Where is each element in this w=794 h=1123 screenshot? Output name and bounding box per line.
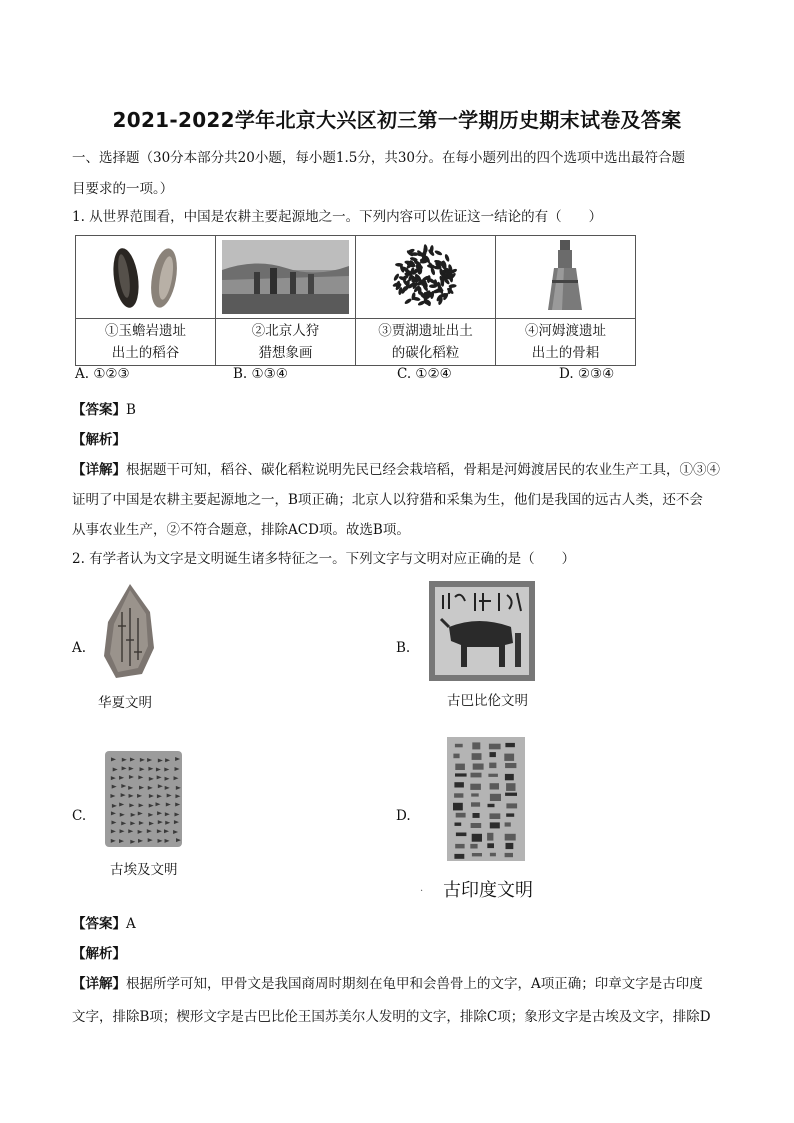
q1-caption-3-line2: 的碳化稻粒 [391,345,460,361]
q1-answer-value: B [126,402,136,418]
q1-cell-caption-3 [356,319,496,366]
q1-caption-1-line1: ①玉蟾岩遗址 [105,323,186,339]
q1-analysis-label [72,424,722,456]
q2-analysis-label [72,938,722,970]
q1-analysis-tag: 【解析】 [72,432,126,448]
q1-option-d: D. ②③④ [559,366,615,382]
rice-grain-photo-icon [76,236,215,318]
q1-cell-caption-1 [76,319,216,366]
q1-detail-tag: 【详解】 [72,462,126,478]
q2-option-d-letter: D. [396,808,411,824]
q1-cell-image-4 [496,236,636,319]
q1-detail-line1 [72,454,732,486]
hieroglyph-stele-photo-icon [447,737,525,861]
q2-detail-text1: 根据所学可知，甲骨文是我国商周时期刻在龟甲和会兽骨上的文字，A项正确；印章文字是古印度 [126,976,703,992]
q2-option-b-letter: B. [396,640,411,656]
q1-answer [72,394,722,426]
q1-option-c: C. ①②④ [397,366,452,382]
q1-cell-caption-4 [496,319,636,366]
bone-spade-photo-icon [496,236,635,318]
q2-caption-b: 古巴比伦文明 [447,693,528,709]
q1-stem: 1. 从世界范围看，中国是农耕主要起源地之一。下列内容可以佐证这一结论的有（ ） [72,209,603,225]
q2-option-c-letter: C. [72,808,87,824]
q1-detail-line3: 从事农业生产，②不符合题意，排除ACD项。故选B项。 [72,522,410,538]
q1-image-table [75,235,636,366]
q1-detail-text1: 根据题干可知，稻谷、碳化稻粒说明先民已经会栽培稻，骨耜是河姆渡居民的农业生产工具，①③④ [126,462,720,478]
q2-detail-line1 [72,968,732,1000]
document-title: 2021-2022学年北京大兴区初三第一学期历史期末试卷及答案 [112,108,682,132]
q1-option-b: B. ①③④ [233,366,288,382]
q2-caption-c: 古埃及文明 [110,862,178,878]
q2-option-a-letter: A. [72,640,87,656]
section-header-line1: 一、选择题（30分本部分共20小题，每小题1.5分，共30分。在每小题列出的四个选项中选出最符合题 [72,150,686,166]
q2-analysis-tag: 【解析】 [72,946,126,962]
seal-photo-icon [429,581,535,681]
q2-detail-line2: 文字，排除B项；楔形文字是古巴比伦王国苏美尔人发明的文字，排除C项；象形文字是古埃及文字，排除D [72,1009,711,1025]
q2-answer [72,908,722,940]
q1-cell-caption-2 [216,319,356,366]
q2-caption-d: 古印度文明 [443,880,533,901]
q2-detail-tag: 【详解】 [72,976,126,992]
q1-caption-1-line2: 出土的稻谷 [111,345,180,361]
q1-cell-image-1 [76,236,216,319]
q1-cell-image-2 [216,236,356,319]
q2-stem: 2. 有学者认为文字是文明诞生诸多特征之一。下列文字与文明对应正确的是（ ） [72,551,576,567]
q1-option-a: A. ①②③ [75,366,130,382]
carbonized-rice-photo-icon [356,236,495,318]
q2-caption-a: 华夏文明 [98,695,152,711]
oracle-bone-photo-icon [96,582,160,680]
q1-caption-2-line2: 猎想象画 [258,345,313,361]
q2-answer-value: A [126,916,136,932]
q1-caption-2-line1: ②北京人狩 [251,323,320,339]
q1-cell-image-3 [356,236,496,319]
hunting-painting-icon [216,236,355,318]
stray-mark: · [420,886,424,897]
q2-answer-label: 【答案】 [72,916,126,932]
q1-caption-3-line1: ③贾湖遗址出土 [378,323,473,339]
cuneiform-tablet-photo-icon [105,751,182,847]
q1-caption-4-line1: ④河姆渡遗址 [525,323,606,339]
q1-detail-line2: 证明了中国是农耕主要起源地之一，B项正确；北京人以狩猎和采集为生，他们是我国的远古人类，还不会 [72,492,703,508]
section-header-line2: 目要求的一项。） [72,181,174,197]
q1-caption-4-line2: 出土的骨耜 [531,345,600,361]
q1-answer-label: 【答案】 [72,402,126,418]
